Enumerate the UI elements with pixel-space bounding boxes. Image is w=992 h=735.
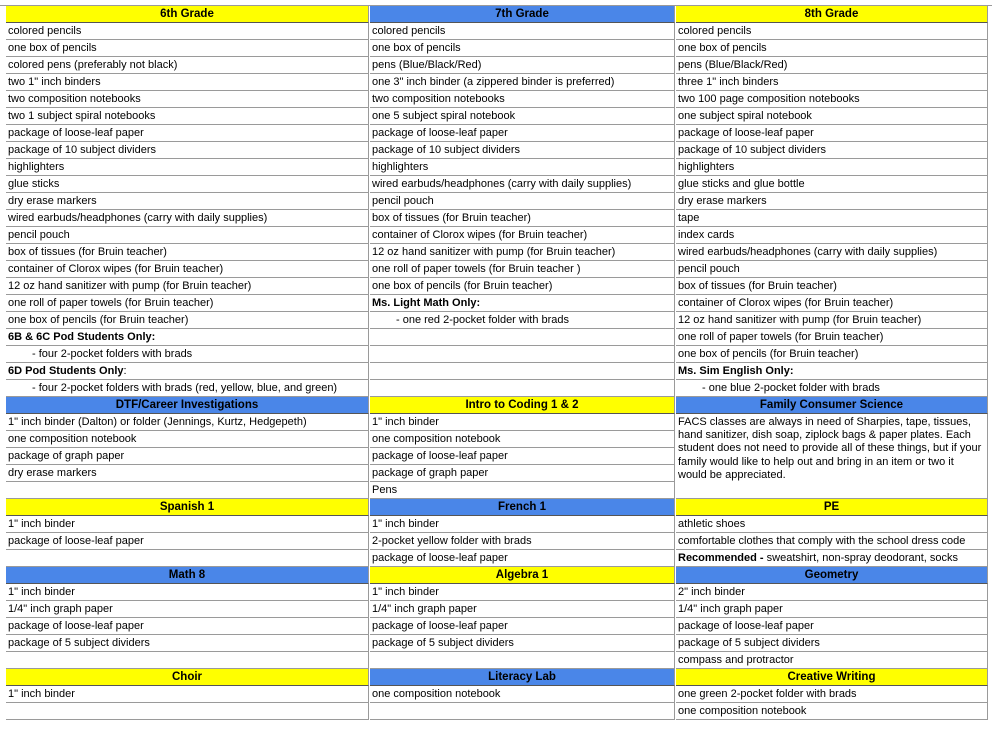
supply-cell[interactable] [370,329,675,346]
supply-cell[interactable]: package of loose-leaf paper [6,618,369,635]
supply-cell[interactable]: colored pencils [370,23,675,40]
supply-cell[interactable]: package of 5 subject dividers [6,635,369,652]
supply-cell[interactable]: one green 2-pocket folder with brads [676,686,988,703]
supply-cell[interactable]: pens (Blue/Black/Red) [676,57,988,74]
section-header-pe: PE [676,499,988,516]
supply-cell[interactable]: 1" inch binder (Dalton) or folder (Jennings, Kurtz, Hedgepeth) [6,414,369,431]
supply-cell[interactable]: 12 oz hand sanitizer with pump (for Bruin teacher) [676,312,988,329]
supply-cell[interactable]: 1" inch binder [370,584,675,601]
supply-cell[interactable]: - one blue 2-pocket folder with brads [676,380,988,397]
supply-cell[interactable]: three 1" inch binders [676,74,988,91]
supply-cell[interactable]: athletic shoes [676,516,988,533]
supply-cell[interactable] [6,363,369,380]
column-right [676,6,988,720]
supply-cell[interactable]: 2-pocket yellow folder with brads [370,533,675,550]
supply-cell[interactable]: - four 2-pocket folders with brads [6,346,369,363]
supply-cell[interactable] [370,363,675,380]
section-header-literacy-lab: Literacy Lab [370,669,675,686]
supply-cell[interactable]: box of tissues (for Bruin teacher) [676,278,988,295]
supply-cell[interactable] [370,652,675,669]
supply-cell[interactable] [6,652,369,669]
supply-cell[interactable]: two 1" inch binders [6,74,369,91]
recommended-label: Recommended - [678,552,764,564]
supply-cell[interactable]: Ms. Sim English Only: [676,363,988,380]
supply-cell[interactable] [6,482,369,499]
supply-cell[interactable]: FACS classes are always in need of Sharpies, tape, tissues, hand sanitizer, dish soap, ziplock bags & paper plates. Each student does not need to provide all of these things, but if your family would like to help out and bring in an item or two it would be appreciated. [676,414,988,499]
supply-cell[interactable]: package of graph paper [370,465,675,482]
supply-cell[interactable]: package of loose-leaf paper [676,125,988,142]
supply-cell[interactable]: dry erase markers [676,193,988,210]
supply-cell[interactable]: two 100 page composition notebooks [676,91,988,108]
supply-item-text: sweatshirt, non-spray deodorant, socks [763,552,959,564]
supply-cell[interactable]: tape [676,210,988,227]
supply-cell[interactable]: two composition notebooks [370,91,675,108]
supply-cell[interactable]: one roll of paper towels (for Bruin teacher) [6,295,369,312]
supply-cell[interactable]: comfortable clothes that comply with the school dress code [676,533,988,550]
section-header-6th-grade: 6th Grade [6,6,369,23]
supply-cell[interactable]: highlighters [676,159,988,176]
supply-cell[interactable]: one box of pencils (for Bruin teacher) [370,278,675,295]
supply-cell[interactable]: glue sticks and glue bottle [676,176,988,193]
supply-item-text: 6D Pod Students Only [8,365,124,377]
supply-cell[interactable]: box of tissues (for Bruin teacher) [370,210,675,227]
supply-cell[interactable]: 2" inch binder [676,584,988,601]
supply-cell[interactable]: 12 oz hand sanitizer with pump (for Bruin teacher) [370,244,675,261]
supply-cell[interactable]: wired earbuds/headphones (carry with daily supplies) [370,176,675,193]
supply-cell[interactable]: one composition notebook [370,431,675,448]
supply-cell[interactable]: highlighters [370,159,675,176]
supply-cell[interactable]: two composition notebooks [6,91,369,108]
supply-cell[interactable]: colored pens (preferably not black) [6,57,369,74]
supply-cell[interactable]: package of loose-leaf paper [6,533,369,550]
supply-cell[interactable]: package of 5 subject dividers [676,635,988,652]
supply-cell[interactable]: package of loose-leaf paper [370,448,675,465]
supply-cell[interactable]: pencil pouch [676,261,988,278]
supply-cell[interactable]: one subject spiral notebook [676,108,988,125]
supply-cell[interactable]: 1" inch binder [370,516,675,533]
supply-cell[interactable]: one box of pencils (for Bruin teacher) [6,312,369,329]
supply-cell[interactable]: one composition notebook [370,686,675,703]
supply-cell[interactable]: compass and protractor [676,652,988,669]
supply-cell[interactable]: two 1 subject spiral notebooks [6,108,369,125]
supply-cell[interactable]: index cards [676,227,988,244]
section-header-family-consumer-science: Family Consumer Science [676,397,988,414]
supply-cell[interactable]: pencil pouch [370,193,675,210]
supply-cell[interactable]: wired earbuds/headphones (carry with daily supplies) [676,244,988,261]
supply-cell[interactable]: Pens [370,482,675,499]
supply-cell[interactable]: 1" inch binder [6,516,369,533]
supply-cell[interactable]: one box of pencils [6,40,369,57]
supply-cell[interactable]: package of loose-leaf paper [676,618,988,635]
supply-cell[interactable]: package of graph paper [6,448,369,465]
section-header-7th-grade: 7th Grade [370,6,675,23]
supply-cell[interactable]: package of 5 subject dividers [370,635,675,652]
supply-cell[interactable]: colored pencils [676,23,988,40]
supply-cell[interactable]: pencil pouch [6,227,369,244]
supply-cell[interactable]: glue sticks [6,176,369,193]
supply-cell[interactable]: 1" inch binder [370,414,675,431]
supply-cell[interactable]: package of loose-leaf paper [370,125,675,142]
section-header-algebra-1: Algebra 1 [370,567,675,584]
supply-cell[interactable]: one box of pencils (for Bruin teacher) [676,346,988,363]
section-header-8th-grade: 8th Grade [676,6,988,23]
supply-cell[interactable]: one box of pencils [370,40,675,57]
supply-cell[interactable] [6,550,369,567]
section-header-creative-writing: Creative Writing [676,669,988,686]
supply-cell[interactable]: 1" inch binder [6,584,369,601]
supply-cell[interactable]: box of tissues (for Bruin teacher) [6,244,369,261]
supply-cell[interactable]: 1/4" inch graph paper [676,601,988,618]
supply-cell[interactable]: one 3" inch binder (a zippered binder is preferred) [370,74,675,91]
supply-cell[interactable]: dry erase markers [6,465,369,482]
supply-cell[interactable]: dry erase markers [6,193,369,210]
supply-cell[interactable]: container of Clorox wipes (for Bruin teacher) [676,295,988,312]
supply-cell[interactable]: highlighters [6,159,369,176]
supply-cell[interactable]: - four 2-pocket folders with brads (red, yellow, blue, and green) [6,380,369,397]
supply-cell[interactable]: - one red 2-pocket folder with brads [370,312,675,329]
column-middle [370,6,675,720]
section-header-geometry: Geometry [676,567,988,584]
supply-cell[interactable]: container of Clorox wipes (for Bruin teacher) [6,261,369,278]
supply-cell[interactable] [370,703,675,720]
section-header-intro-to-coding-1-2: Intro to Coding 1 & 2 [370,397,675,414]
supply-cell[interactable]: one 5 subject spiral notebook [370,108,675,125]
colon-suffix: : [123,365,127,377]
supply-cell[interactable]: 1" inch binder [6,686,369,703]
supply-cell[interactable]: package of 10 subject dividers [370,142,675,159]
supply-cell[interactable]: wired earbuds/headphones (carry with daily supplies) [6,210,369,227]
supply-cell[interactable] [370,380,675,397]
section-header-math-8: Math 8 [6,567,369,584]
supply-cell[interactable]: package of loose-leaf paper [370,618,675,635]
section-header-dtf-career-investigations: DTF/Career Investigations [6,397,369,414]
supply-cell[interactable]: 1/4" inch graph paper [6,601,369,618]
supply-cell[interactable]: package of loose-leaf paper [6,125,369,142]
supply-cell[interactable] [370,346,675,363]
supply-cell[interactable]: package of loose-leaf paper [370,550,675,567]
supply-cell[interactable]: 1/4" inch graph paper [370,601,675,618]
supply-cell[interactable]: 12 oz hand sanitizer with pump (for Bruin teacher) [6,278,369,295]
supply-cell[interactable] [676,550,988,567]
supply-cell[interactable]: one box of pencils [676,40,988,57]
section-header-french-1: French 1 [370,499,675,516]
supply-cell[interactable]: one roll of paper towels (for Bruin teacher ) [370,261,675,278]
supply-cell[interactable]: pens (Blue/Black/Red) [370,57,675,74]
supply-cell[interactable]: one composition notebook [676,703,988,720]
supply-cell[interactable]: package of 10 subject dividers [676,142,988,159]
column-left [6,6,369,720]
supply-cell[interactable]: 6B & 6C Pod Students Only: [6,329,369,346]
supply-cell[interactable]: container of Clorox wipes (for Bruin teacher) [370,227,675,244]
supply-cell[interactable]: one roll of paper towels (for Bruin teacher) [676,329,988,346]
supply-cell[interactable]: one composition notebook [6,431,369,448]
supply-cell[interactable] [6,703,369,720]
supply-cell[interactable]: Ms. Light Math Only: [370,295,675,312]
section-header-spanish-1: Spanish 1 [6,499,369,516]
supply-cell[interactable]: package of 10 subject dividers [6,142,369,159]
section-header-choir: Choir [6,669,369,686]
supply-cell[interactable]: colored pencils [6,23,369,40]
